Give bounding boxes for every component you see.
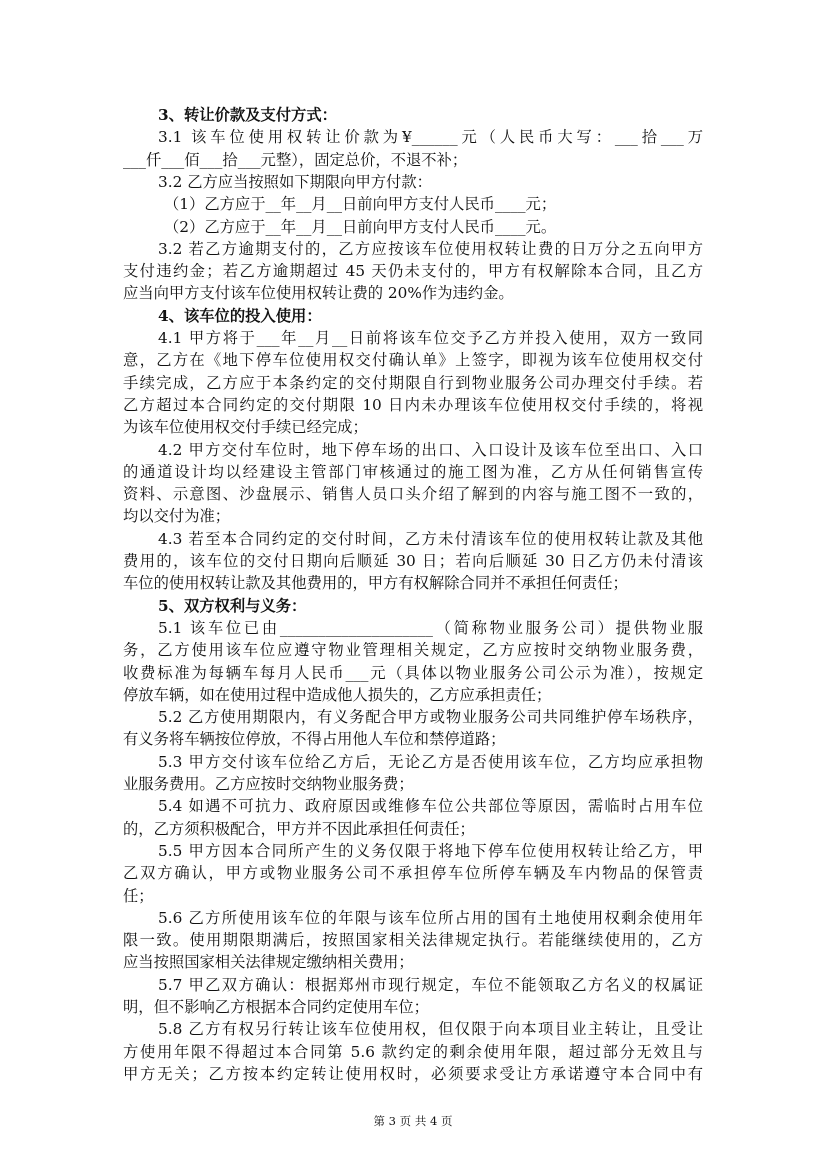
- clause-5-1-line-4: 停放车辆，如在使用过程中造成他人损失的，乙方应承担责任；: [123, 685, 552, 704]
- clause-4-3-line-2: 费用的，该车位的交付日期向后顺延 30 日；若向后顺延 30 日乙方仍未付清该: [123, 552, 703, 570]
- clause-5-1-line-3: 收费标准为每辆车每月人民币___元（具体以物业服务公司公示为准），按规定: [123, 663, 703, 682]
- clause-4-2-line-1: 4.2 甲方交付车位时，地下停车场的出口、入口设计及该车位至出口、入口: [158, 440, 703, 459]
- clause-3-1-line-2: ___仟___佰___拾___元整），固定总价，不退不补；: [123, 150, 468, 169]
- clause-5-6-line-3: 应当按照国家相关法律规定缴纳相关费用；: [123, 953, 414, 972]
- clause-4-2-line-3: 资料、示意图、沙盘展示、销售人员口头介绍了解到的内容与施工图不一致的，: [123, 485, 703, 504]
- page-footer: 第 3 页 共 4 页: [373, 1114, 453, 1128]
- clause-4-3-line-3: 车位的使用权转让款及其他费用的，甲方有权解除合同并不承担任何责任；: [123, 574, 628, 593]
- clause-5-4-line-2: 的，乙方须积极配合，甲方并不因此承担任何责任；: [123, 819, 475, 838]
- clause-5-5-line-3: 任；: [123, 886, 154, 905]
- clause-3-2-item-2: （2）乙方应于__年__月__日前向甲方支付人民币____元。: [164, 217, 557, 236]
- clause-3-2b-line-2: 支付违约金；若乙方逾期超过 45 天仍未支付的，甲方有权解除本合同，且乙方: [123, 262, 703, 281]
- clause-5-5-line-2: 乙双方确认，甲方或物业服务公司不承担停车位所停车辆及车内物品的保管责: [123, 864, 703, 883]
- clause-4-2-line-4: 均以交付为准；: [123, 507, 231, 526]
- clause-3-2-item-1: （1）乙方应于__年__月__日前向甲方支付人民币____元；: [164, 195, 557, 214]
- clause-5-6-line-1: 5.6 乙方所使用该车位的年限与该车位所占用的国有土地使用权剩余使用年: [158, 908, 703, 927]
- section-4-heading: 4、该车位的投入使用：: [158, 306, 322, 325]
- clause-4-3-line-1: 4.3 若至本合同约定的交付时间，乙方未付清该车位的使用权转让款及其他: [158, 529, 703, 548]
- clause-4-1-line-1: 4.1 甲方将于___年__月__日前将该车位交予乙方并投入使用，双方一致同: [158, 329, 703, 347]
- clause-5-8-line-3: 甲方无关；乙方按本约定转让使用权时，必须要求受让方承诺遵守本合同中有: [123, 1064, 703, 1083]
- clause-5-3-line-1: 5.3 甲方交付该车位给乙方后，无论乙方是否使用该车位，乙方均应承担物: [158, 752, 703, 771]
- clause-5-6-line-2: 限一致。使用期限期满后，按照国家相关法律规定执行。若能继续使用的，乙方: [123, 931, 703, 950]
- clause-5-2-line-1: 5.2 乙方使用期限内，有义务配合甲方或物业服务公司共同维护停车场秩序，: [158, 708, 703, 727]
- clause-5-2-line-2: 有义务将车辆按位停放，不得占用他人车位和禁停道路；: [123, 730, 506, 749]
- clause-4-1-line-3: 手续完成，乙方应于本条约定的交付期限自行到物业服务公司办理交付手续。若: [123, 373, 703, 392]
- clause-3-2b-line-1: 3.2 若乙方逾期支付的，乙方应按该车位使用权转让费的日万分之五向甲方: [158, 239, 703, 258]
- clause-3-2b-line-3: 应当向甲方支付该车位使用权转让费的 20%作为违约金。: [123, 284, 514, 303]
- section-3-heading: 3、转让价款及支付方式：: [158, 106, 337, 124]
- clause-4-2-line-2: 的通道设计均以经建设主管部门审核通过的施工图为准，乙方从任何销售宣传: [123, 462, 703, 481]
- clause-5-4-line-1: 5.4 如遇不可抗力、政府原因或维修车位公共部位等原因，需临时占用车位: [158, 797, 703, 816]
- clause-5-7-line-1: 5.7 甲乙双方确认：根据郑州市现行规定，车位不能领取乙方名义的权属证: [158, 975, 703, 994]
- clause-5-8-line-2: 方使用年限不得超过本合同第 5.6 款约定的剩余使用年限，超过部分无效且与: [123, 1042, 703, 1061]
- clause-3-2-line-1: 3.2 乙方应当按照如下期限向甲方付款：: [158, 172, 432, 191]
- clause-5-3-line-2: 业服务费用。乙方应按时交纳物业服务费；: [123, 775, 414, 793]
- clause-3-1-line-1: 3.1 该车位使用权转让价款为¥______元（人民币大写：___拾___万: [158, 128, 703, 147]
- clause-5-1-line-2: 务，乙方使用该车位应遵守物业管理相关规定，乙方应按时交纳物业服务费，: [123, 641, 703, 660]
- clause-5-1-line-1: 5.1 该车位已由____________________（简称物业服务公司）提供物业服: [158, 618, 703, 637]
- section-5-heading: 5、双方权利与义务：: [158, 596, 307, 615]
- clause-4-1-line-4: 乙方超过本合同约定的交付期限 10 日内未办理该车位使用权交付手续的，将视: [123, 395, 703, 414]
- clause-4-1-line-2: 意，乙方在《地下停车位使用权交付确认单》上签字，即视为该车位使用权交付: [123, 351, 703, 370]
- clause-5-8-line-1: 5.8 乙方有权另行转让该车位使用权，但仅限于向本项目业主转让，且受让: [158, 1020, 703, 1039]
- clause-5-5-line-1: 5.5 甲方因本合同所产生的义务仅限于将地下停车位使用权转让给乙方，甲: [158, 841, 703, 860]
- clause-5-7-line-2: 明，但不影响乙方根据本合同约定使用车位；: [123, 998, 429, 1016]
- clause-4-1-line-5: 为该车位使用权交付手续已经完成；: [123, 418, 368, 437]
